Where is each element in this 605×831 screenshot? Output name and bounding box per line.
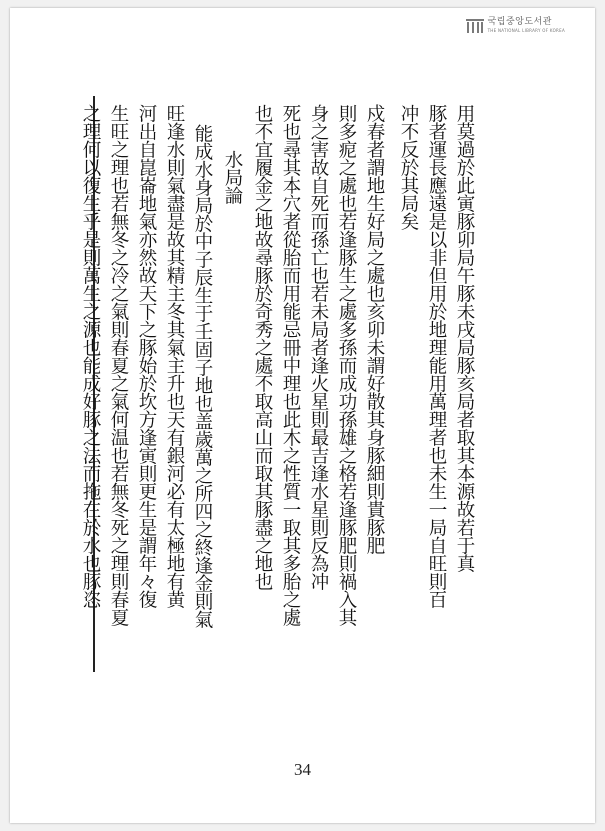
text-column: 之理何以復生乎是則萬生之源也能成好豚之法而拖在於水也豚恣: [80, 104, 101, 608]
text-column: 戍春者謂地生好局之處也亥卯未謂好散其身豚細則貴豚肥: [364, 104, 385, 554]
vertical-text-block: [76, 104, 476, 674]
text-column: 則多痆之處也若逢豚生之處多孫而成功孫雄之格若逢豚肥則禍入其: [336, 104, 357, 626]
text-column: 用莫過於此寅豚卯局午豚未戌局豚亥局者取其本源故若于真: [454, 104, 475, 572]
text-column: 也不宜履金之地故尋豚於奇秀之處不取高山而取其豚盡之地也: [252, 104, 273, 590]
text-column: 身之害故自死而孫亡也若未局者逢火星則最吉逢水星則反為冲: [308, 104, 329, 590]
text-column: 豚者運長應遠是以非但用於地理能用萬理者也未生一局自旺則百: [426, 104, 447, 608]
page-number: 34: [294, 760, 311, 779]
library-logo-icon: [466, 19, 484, 33]
text-column: 河出自崑崙地氣亦然故天下之豚始於坎方逢寅則更生是謂年々復: [136, 104, 157, 608]
text-column: 冲不反於其局矣: [398, 104, 419, 230]
section-heading: 水局論: [222, 150, 243, 204]
text-column: 死也尋其本穴者從胎而用能忌冊中理也此木之性質一取其多胎之處: [280, 104, 301, 626]
library-name-english: THE NATIONAL LIBRARY OF KOREA: [487, 28, 565, 33]
text-column: 旺逢水則氣盡是故其精主冬其氣主升也天有銀河必有太極地有黄: [164, 104, 185, 608]
text-column: 能成水身局於中子辰生于壬固子地也盖歲萬之所四之終逢金則氣: [192, 124, 213, 628]
library-logo: [466, 18, 565, 33]
text-column: 生旺之理也若無冬之冷之氣則春夏之氣何温也若無冬死之理則春夏: [108, 104, 129, 626]
document-page: [10, 8, 595, 823]
library-name-korean: 국립중앙도서관: [487, 17, 552, 27]
